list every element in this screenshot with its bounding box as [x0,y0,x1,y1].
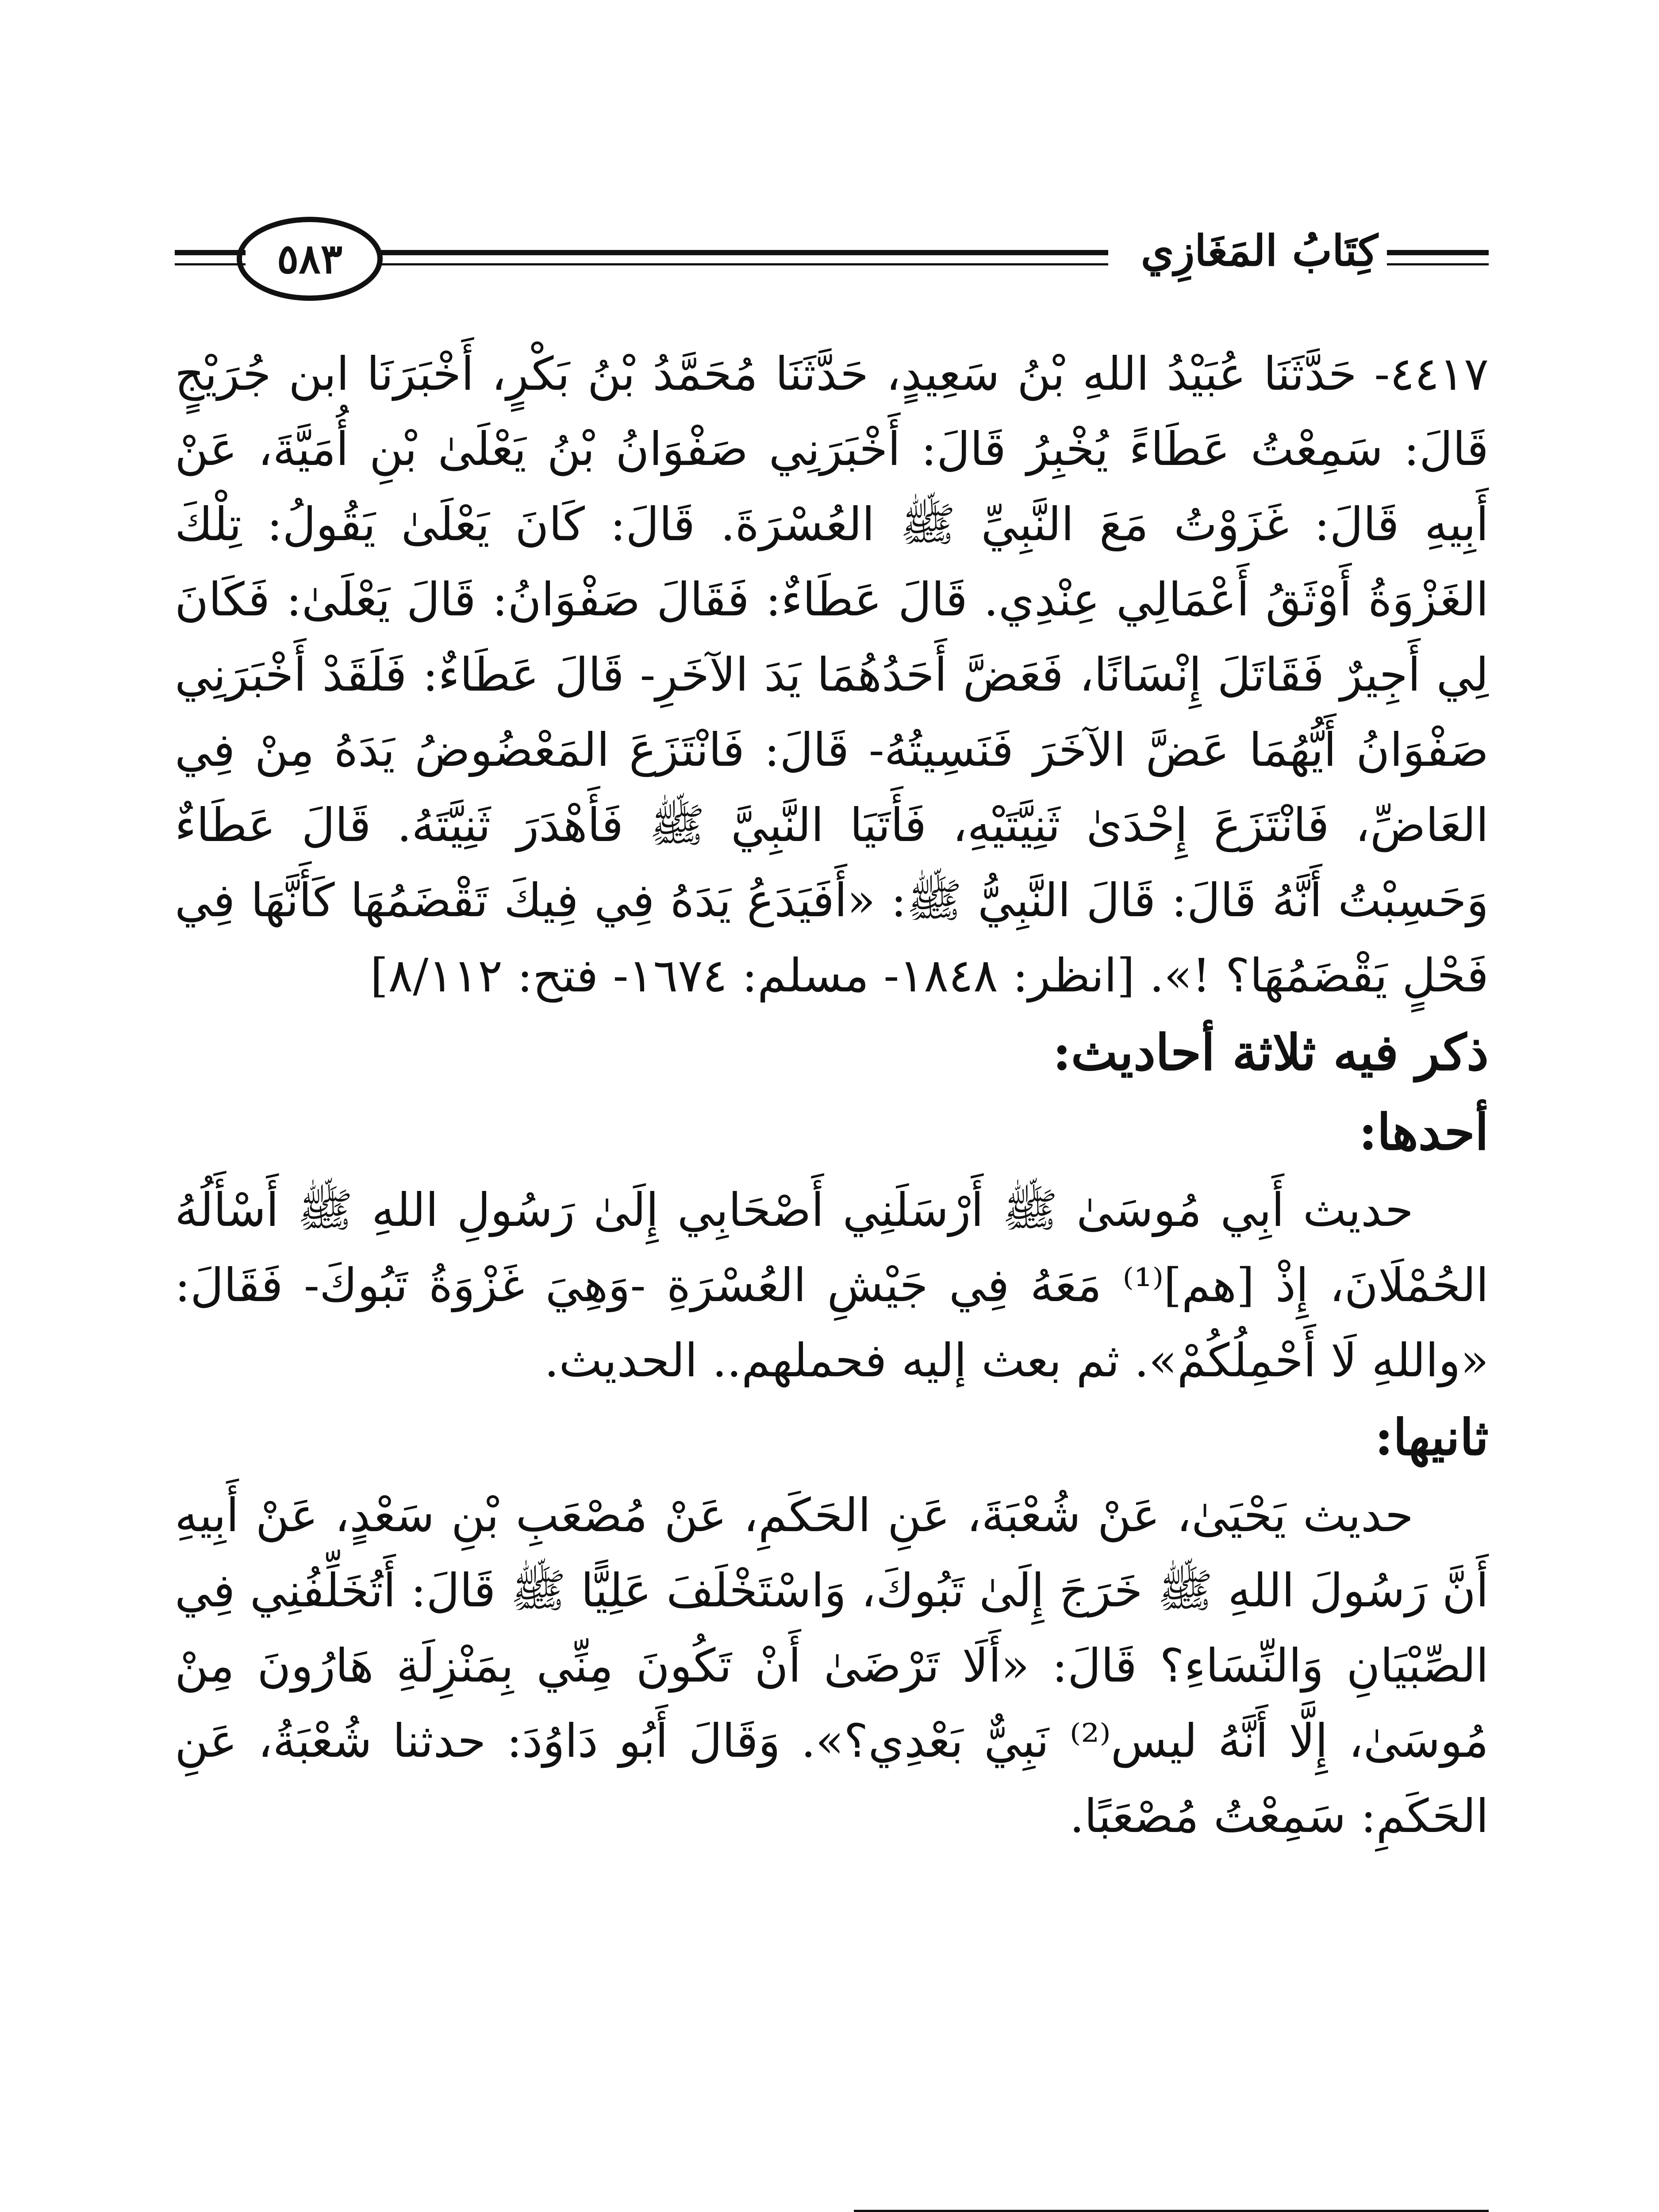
hadith-paragraph: ٤٤١٧- حَدَّثَنَا عُبَيْدُ اللهِ بْنُ سَعِيدٍ، حَدَّثَنَا مُحَمَّدُ بْنُ بَكْرٍ، أَخْبَرَنَا ابن جُرَيْجٍ قَالَ: سَمِعْتُ عَطَاءً يُخْبِرُ قَالَ: أَخْبَرَنِي صَفْوَانُ بْنُ يَعْلَىٰ بْنِ أُمَيَّةَ، عَنْ أَبِيهِ قَالَ: غَزَوْتُ مَعَ النَّبِيِّ ﷺ العُسْرَةَ. قَالَ: كَانَ يَعْلَىٰ يَقُولُ: تِلْكَ الغَزْوَةُ أَوْثَقُ أَعْمَالِي عِنْدِي. قَالَ عَطَاءٌ: فَقَالَ صَفْوَانُ: قَالَ يَعْلَىٰ: فَكَانَ لِي أَجِيرٌ فَقَاتَلَ إِنْسَانًا، فَعَضَّ أَحَدُهُمَا يَدَ الآخَرِ- قَالَ عَطَاءٌ: فَلَقَدْ أَخْبَرَنِي صَفْوَانُ أَيُّهُمَا عَضَّ الآخَرَ فَنَسِيتُهُ- قَالَ: فَانْتَزَعَ المَعْضُوضُ يَدَهُ مِنْ فِي العَاضِّ، فَانْتَزَعَ إِحْدَىٰ ثَنِيَّتَيْهِ، فَأَتَيَا النَّبِيَّ ﷺ فَأَهْدَرَ ثَنِيَّتَهُ. قَالَ عَطَاءٌ وَحَسِبْتُ أَنَّهُ قَالَ: قَالَ النَّبِيُّ ﷺ: «أَفَيَدَعُ يَدَهُ فِي فِيكَ تَقْضَمُهَا كَأَنَّهَا فِي فَحْلٍ يَقْضَمُهَا؟ !». [انظر: ١٨٤٨- مسلم: ١٦٧٤- فتح: ٨/١١٢] [175,347,1489,1002]
heading-three-hadiths: ذكر فيه ثلاثة أحاديث: [1052,1024,1489,1082]
first-hadith-paragraph: حديث أَبِي مُوسَىٰ ﷺ أَرْسَلَنِي أَصْحَابِي إِلَىٰ رَسُولِ اللهِ ﷺ أَسْأَلُهُ الحُمْلَانَ، إِذْ [هم]⁽¹⁾ مَعَهُ فِي جَيْشِ العُسْرَةِ -وَهِيَ غَزْوَةُ تَبُوكَ- فَقَالَ: «واللهِ لَا أَحْمِلُكُمْ». ثم بعث إليه فحملهم.. الحديث. [175,1183,1489,1387]
header-rule-middle [369,250,1108,255]
page-header [175,208,1489,319]
heading-second: ثانيها: [1375,1409,1489,1467]
chapter-title: كِتَابُ المَغَازِي [1141,226,1378,276]
header-rule-left-thin [175,263,246,265]
header-rule-right [1387,250,1489,255]
page-number-badge [237,217,383,301]
header-rule-middle-thin [369,263,1108,265]
second-hadith-paragraph: حديث يَحْيَىٰ، عَنْ شُعْبَةَ، عَنِ الحَكَمِ، عَنْ مُصْعَبِ بْنِ سَعْدٍ، عَنْ أَبِيهِ أَنَّ رَسُولَ اللهِ ﷺ خَرَجَ إِلَىٰ تَبُوكَ، وَاسْتَخْلَفَ عَلِيًّا ﷺ قَالَ: أَتُخَلِّفُنِي فِي الصِّبْيَانِ وَالنِّسَاءِ؟ قَالَ: «أَلَا تَرْضَىٰ أَنْ تَكُونَ مِنِّي بِمَنْزِلَةِ هَارُونَ مِنْ مُوسَىٰ، إِلَّا أَنَّهُ ليس⁽²⁾ نَبِيٌّ بَعْدِي؟». وَقَالَ أَبُو دَاوُدَ: حدثنا شُعْبَةُ، عَنِ الحَكَمِ: سَمِعْتُ مُصْعَبًا. [175,1488,1489,1843]
footnote-separator [854,2210,1489,2212]
main-text [175,336,1489,1854]
heading-first: أحدها: [1359,1103,1489,1161]
page-number: ٥٨٣ [276,235,343,283]
header-rule-left [175,250,246,255]
header-rule-right-thin [1387,263,1489,265]
